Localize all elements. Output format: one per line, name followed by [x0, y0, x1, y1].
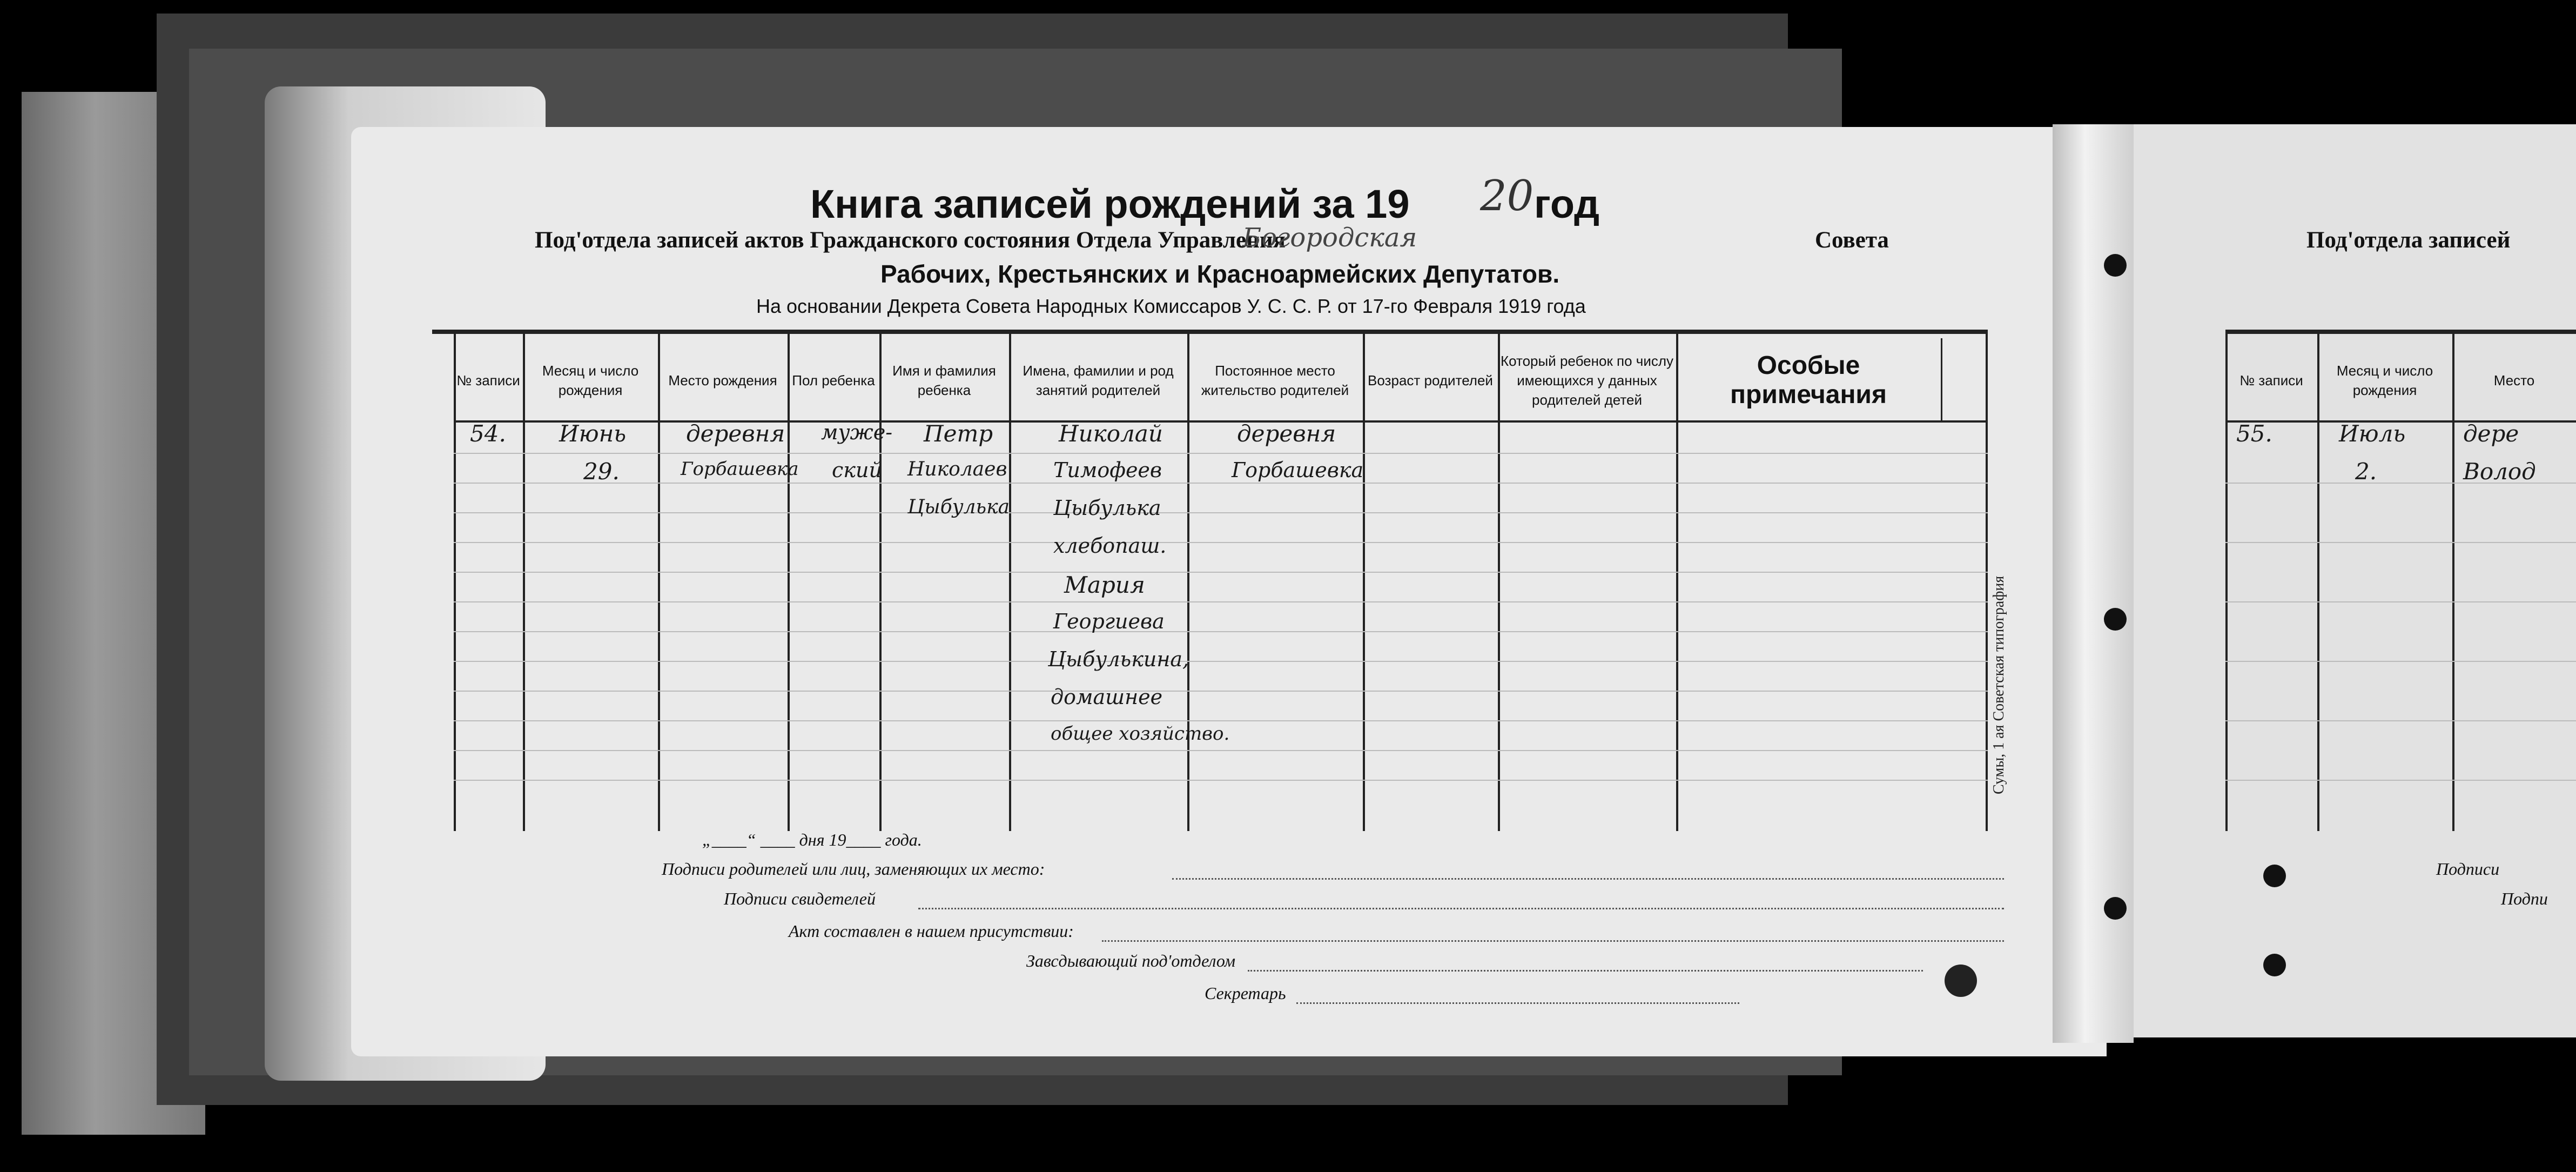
col-header-parents: Имена, фамилии и род занятий родителей [1009, 338, 1189, 422]
entry-sex-2: ский [832, 458, 882, 482]
entry-parent-line: Цыбулька [1053, 496, 1161, 520]
footer-sig-witnesses: Подписи свидетелей [724, 889, 876, 908]
right-col-header-place: Место [2493, 372, 2535, 389]
page-subtitle: Под'отдела записей актов Гражданского состояния Отдела Управления [535, 227, 1286, 253]
entry-place-1: деревня [686, 420, 785, 447]
printer-imprint: Сумы, 1 ая Советская типография [1990, 575, 2007, 794]
entry-parent-line: Цыбулькина, [1048, 647, 1189, 671]
col-header-date: Месяц и число рождения [523, 338, 660, 422]
right-entry-place-2: Волод [2463, 458, 2536, 485]
entry-parent-line: хлебопаш. [1053, 534, 1167, 558]
entry-parent-line: Георгиева [1053, 610, 1165, 633]
entry-parent-line: домашнее [1051, 685, 1163, 709]
col-header-notes: Особые примечания [1676, 338, 1942, 422]
entry-date-day: 29. [583, 458, 620, 485]
entry-residence-2: Горбашевка [1232, 458, 1364, 482]
handwritten-district: Богородская [1242, 223, 1417, 253]
col-header-sex: Пол ребенка [788, 338, 881, 422]
entry-number: 54. [470, 420, 506, 447]
footer-sig-parents: Подписи родителей или лиц, заменяющих их место: [662, 859, 1045, 879]
right-entry-date-day: 2. [2355, 458, 2377, 485]
entry-child-2: Николаев [907, 458, 1007, 480]
page-subtitle-end: Совета [1815, 227, 1889, 253]
entry-parent-line: Мария [1064, 572, 1145, 598]
page-title-end: год [1534, 182, 1600, 226]
binding-hole [1945, 965, 1977, 997]
council-line: Рабочих, Крестьянских и Красноармейских Депутатов. [880, 260, 1560, 288]
entry-place-2: Горбашевка [681, 458, 799, 480]
binding-hole [2263, 865, 2286, 887]
footer-act-made: Акт составлен в нашем присутствии: [789, 921, 1074, 941]
entry-date-month: Июнь [559, 420, 627, 447]
register-table [432, 330, 1988, 831]
entry-sex-1: муже- [821, 420, 893, 444]
binding-hole [2263, 954, 2286, 976]
binding-hole [2104, 608, 2127, 631]
right-register-table [2225, 330, 2576, 831]
col-header-child: Имя и фамилия ребенка [879, 338, 1011, 422]
handwritten-year: 20 [1480, 172, 1534, 220]
right-col-header-date: Месяц и число рождения [2317, 338, 2454, 422]
right-entry-number: 55. [2236, 420, 2272, 447]
right-page-subtitle: Под'отдела записей [2306, 227, 2511, 253]
footer-date-line: „____“ ____ дня 19____ года. [702, 830, 922, 849]
entry-child-3: Цыбулька [907, 496, 1010, 518]
right-footer-sig-parents: Подписи [2436, 859, 2500, 879]
right-footer-sig-witnesses: Подпи [2501, 889, 2548, 908]
binding-hole [2104, 254, 2127, 277]
entry-parent-line: Николай [1059, 420, 1163, 447]
entry-parent-line: Тимофеев [1053, 458, 1162, 482]
page-title: Книга записей рождений за 19 [810, 182, 1410, 226]
entry-parent-line: общее хозяйство. [1051, 723, 1230, 745]
entry-residence-1: деревня [1237, 420, 1336, 447]
right-col-header-number: № записи [2225, 338, 2319, 422]
binding-hole [2104, 897, 2127, 920]
col-header-child-order: Который ребенок по числу имеющихся у данных родителей детей [1498, 338, 1678, 422]
right-entry-place-1: дере [2463, 420, 2519, 447]
footer-secretary: Секретарь [1205, 983, 1286, 1003]
col-header-age: Возраст родителей [1363, 338, 1499, 422]
col-header-place: Место рождения [658, 338, 789, 422]
col-header-number: № записи [454, 338, 524, 422]
decree-line: На основании Декрета Совета Народных Комиссаров У. С. С. Р. от 17-го Февраля 1919 года [756, 295, 1586, 317]
right-entry-date-month: Июль [2339, 420, 2406, 447]
footer-head: Завсдывающий под'отделом [1026, 951, 1236, 970]
entry-child-1: Петр [924, 420, 993, 447]
col-header-residence: Постоянное место жительство родителей [1187, 338, 1364, 422]
